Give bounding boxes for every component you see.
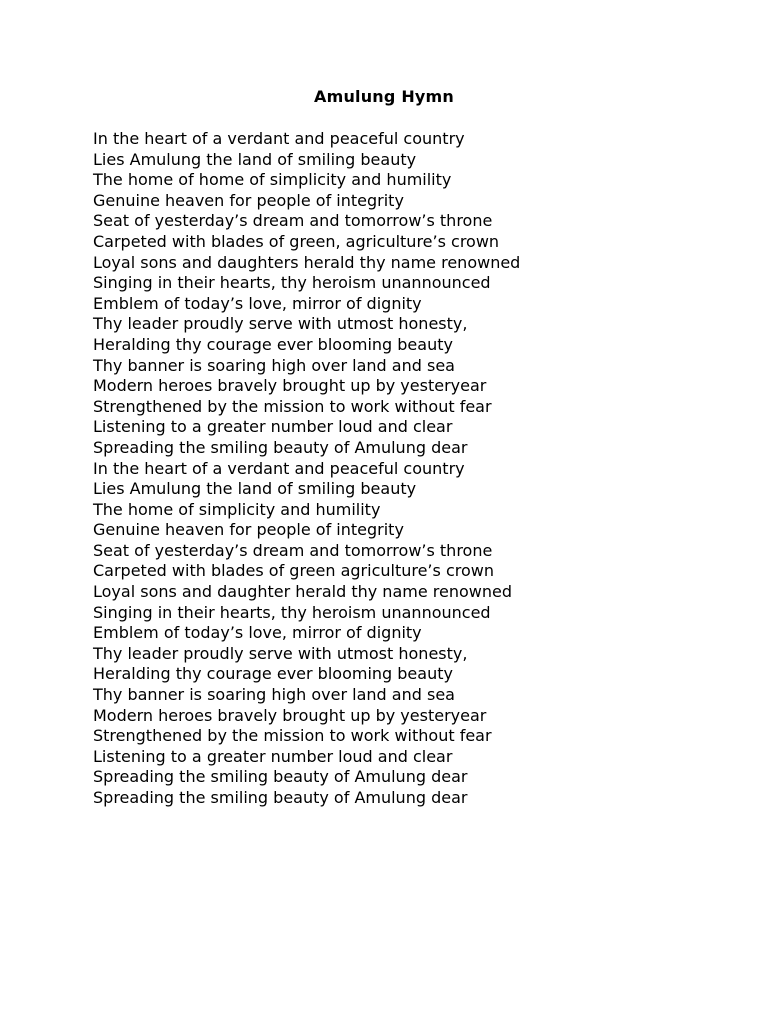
poem-line: Thy banner is soaring high over land and sea — [93, 685, 455, 705]
poem-line: Heralding thy courage ever blooming beauty — [93, 664, 453, 684]
poem-line: Singing in their hearts, thy heroism unannounced — [93, 602, 491, 622]
poem-line: Emblem of today’s love, mirror of dignity — [93, 623, 422, 643]
poem-line: Loyal sons and daughter herald thy name renowned — [93, 582, 512, 602]
poem-line: Singing in their hearts, thy heroism unannounced — [93, 273, 491, 293]
poem-line: Genuine heaven for people of integrity — [93, 190, 404, 210]
poem-line: Seat of yesterday’s dream and tomorrow’s throne — [93, 540, 493, 560]
poem-line: The home of home of simplicity and humility — [93, 170, 452, 190]
poem-line: Loyal sons and daughters herald thy name renowned — [93, 252, 521, 272]
poem-line: Modern heroes bravely brought up by yesteryear — [93, 705, 487, 725]
document-title — [0, 86, 768, 108]
poem-line: Carpeted with blades of green agriculture’s crown — [93, 561, 494, 581]
poem-line: Thy banner is soaring high over land and sea — [93, 355, 455, 375]
poem-line: In the heart of a verdant and peaceful country — [93, 129, 465, 148]
poem-line: Modern heroes bravely brought up by yesteryear — [93, 376, 487, 396]
poem-line: Spreading the smiling beauty of Amulung dear — [93, 437, 468, 457]
poem-line: Thy leader proudly serve with utmost honesty, — [93, 643, 468, 663]
poem-line: Spreading the smiling beauty of Amulung dear — [93, 767, 468, 787]
poem-line: Seat of yesterday’s dream and tomorrow’s throne — [93, 211, 493, 231]
poem-line: Emblem of today’s love, mirror of dignity — [93, 293, 422, 313]
poem-line: Strengthened by the mission to work without fear — [93, 726, 492, 746]
poem-line: Lies Amulung the land of smiling beauty — [93, 149, 417, 169]
poem-line: Carpeted with blades of green, agriculture’s crown — [93, 231, 500, 251]
poem-line: Genuine heaven for people of integrity — [93, 520, 404, 540]
document-title-text: Amulung Hymn — [313, 87, 455, 106]
poem-line: Heralding thy courage ever blooming beauty — [93, 334, 453, 354]
poem-line: Thy leader proudly serve with utmost honesty, — [93, 314, 468, 334]
poem-line: The home of simplicity and humility — [93, 499, 381, 519]
poem-body — [93, 129, 693, 809]
poem-line: In the heart of a verdant and peaceful country — [93, 458, 465, 478]
poem-line: Spreading the smiling beauty of Amulung dear — [93, 788, 468, 807]
poem-line: Listening to a greater number loud and clear — [93, 746, 453, 766]
poem-line: Lies Amulung the land of smiling beauty — [93, 479, 417, 499]
poem-line: Listening to a greater number loud and clear — [93, 417, 453, 437]
poem-line: Strengthened by the mission to work without fear — [93, 396, 492, 416]
